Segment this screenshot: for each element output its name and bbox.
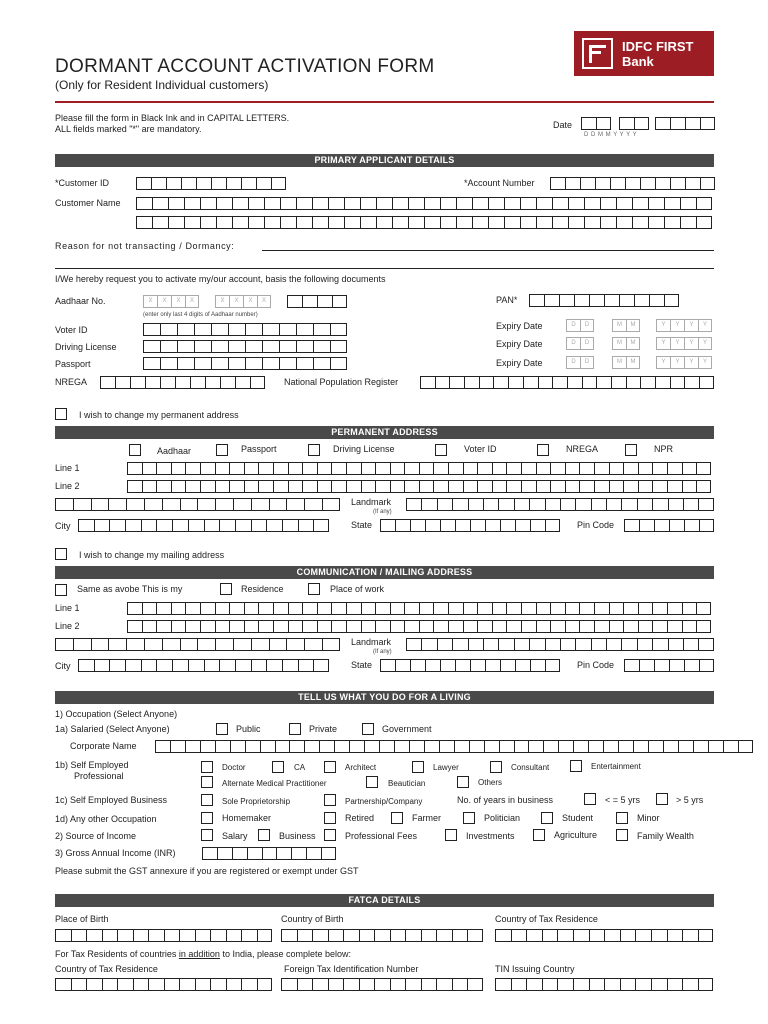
sole-proprietorship-label: Sole Proprietorship — [222, 797, 291, 806]
corporate-name-boxes[interactable] — [155, 740, 753, 753]
driving-license-boxes[interactable] — [143, 340, 347, 353]
npr-boxes[interactable] — [420, 376, 714, 389]
mail-state-label: State — [351, 660, 373, 670]
business-checkbox[interactable] — [258, 829, 270, 841]
perm-driving-license-checkbox[interactable] — [308, 444, 320, 456]
foreign-tin-label: Foreign Tax Identification Number — [284, 964, 419, 974]
minor-checkbox[interactable] — [616, 812, 628, 824]
student-checkbox[interactable] — [541, 812, 553, 824]
farmer-checkbox[interactable] — [391, 812, 403, 824]
agriculture-checkbox[interactable] — [533, 829, 545, 841]
mail-residence-label: Residence — [241, 584, 284, 594]
beautician-checkbox[interactable] — [366, 776, 378, 788]
tax-residents-note: For Tax Residents of countries in addition to India, please complete below: — [55, 949, 352, 959]
years-le-5-label: < = 5 yrs — [605, 795, 641, 805]
perm-nrega-checkbox[interactable] — [537, 444, 549, 456]
mail-line2-label: Line 2 — [55, 621, 80, 631]
architect-label: Architect — [345, 763, 377, 772]
perm-state-label: State — [351, 520, 373, 530]
perm-npr-checkbox[interactable] — [625, 444, 637, 456]
section-permanent-address: PERMANENT ADDRESS — [55, 426, 714, 439]
gst-note: Please submit the GST annexure if you are registered or exempt under GST — [55, 866, 359, 876]
place-of-birth-boxes[interactable] — [55, 929, 272, 942]
section-mailing-address: COMMUNICATION / MAILING ADDRESS — [55, 566, 714, 579]
salaried-government-label: Government — [382, 724, 432, 734]
perm-pin-label: Pin Code — [577, 520, 615, 530]
same-as-above-label: Same as avobe This is my — [77, 584, 183, 594]
voter-expiry-label: Expiry Date — [496, 321, 543, 331]
gross-income-label: 3) Gross Annual Income (INR) — [55, 848, 176, 858]
perm-aadhaar-label: Aadhaar — [157, 446, 192, 456]
pan-label: PAN* — [496, 295, 518, 305]
change-permanent-address-label: I wish to change my permanent address — [79, 410, 239, 420]
investments-label: Investments — [466, 831, 515, 841]
mail-city-boxes[interactable] — [78, 659, 329, 672]
consultant-checkbox[interactable] — [490, 761, 502, 773]
country-tax-residence-boxes[interactable] — [495, 929, 713, 942]
aadhaar-last-four-boxes[interactable] — [287, 295, 347, 308]
lawyer-checkbox[interactable] — [412, 761, 424, 773]
perm-line2-boxes[interactable] — [127, 480, 711, 493]
salaried-private-label: Private — [309, 724, 338, 734]
salaried-public-checkbox[interactable] — [216, 723, 228, 735]
beautician-label: Beautician — [388, 779, 426, 788]
minor-label: Minor — [637, 813, 660, 823]
country-tax-residence-label: Country of Tax Residence — [495, 914, 598, 924]
others-label: Others — [478, 778, 503, 787]
investments-checkbox[interactable] — [445, 829, 457, 841]
passport-expiry-year[interactable]: Y Y Y Y — [656, 356, 712, 369]
salaried-government-checkbox[interactable] — [362, 723, 374, 735]
perm-aadhaar-checkbox[interactable] — [129, 444, 141, 456]
date-label: Date — [553, 120, 573, 130]
lawyer-label: Lawyer — [433, 763, 459, 772]
partnership-label: Partnership/Company — [345, 797, 423, 806]
same-as-above-checkbox[interactable] — [55, 584, 67, 596]
ca-label: CA — [294, 763, 306, 772]
reason-label: Reason for not transacting / Dormancy: — [55, 241, 235, 251]
aadhaar-masked-2: X X X X — [215, 295, 271, 308]
header-divider — [55, 101, 714, 103]
section-occupation: TELL US WHAT YOU DO FOR A LIVING — [55, 691, 714, 704]
passport-expiry-month[interactable]: M M — [612, 356, 640, 369]
source-of-income-label: 2) Source of Income — [55, 831, 137, 841]
customer-id-label: *Customer ID — [55, 178, 110, 188]
perm-landmark-label: Landmark — [351, 497, 392, 507]
perm-npr-label: NPR — [654, 444, 674, 454]
date-month-boxes[interactable] — [619, 117, 649, 130]
dl-expiry-day[interactable]: D D — [566, 337, 594, 350]
dl-expiry-year[interactable]: Y Y Y Y — [656, 337, 712, 350]
mail-place-of-work-checkbox[interactable] — [308, 583, 320, 595]
homemaker-label: Homemaker — [222, 813, 272, 823]
mail-pin-boxes[interactable] — [624, 659, 714, 672]
business-label: Business — [279, 831, 316, 841]
idfc-logo-icon — [582, 38, 613, 69]
section-primary-applicant: PRIMARY APPLICANT DETAILS — [55, 154, 714, 167]
doctor-label: Doctor — [222, 763, 246, 772]
years-gt-5-label: > 5 yrs — [676, 795, 704, 805]
country-tax-residence-2-label: Country of Tax Residence — [55, 964, 158, 974]
entertainment-checkbox[interactable] — [570, 760, 582, 772]
perm-line3-boxes[interactable] — [55, 498, 340, 511]
dl-expiry-label: Expiry Date — [496, 339, 543, 349]
date-day-boxes[interactable] — [581, 117, 611, 130]
page-subtitle: (Only for Resident Individual customers) — [55, 78, 269, 92]
self-employed-business-label: 1c) Self Employed Business — [55, 795, 168, 805]
agriculture-label: Agriculture — [554, 830, 598, 840]
others-checkbox[interactable] — [457, 776, 469, 788]
country-of-birth-label: Country of Birth — [281, 914, 344, 924]
instruction-line-1: Please fill the form in Black Ink and in CAPITAL LETTERS. — [55, 113, 290, 123]
reason-line[interactable] — [262, 250, 714, 251]
perm-city-boxes[interactable] — [78, 519, 329, 532]
self-employed-prof-label-2: Professional — [74, 771, 124, 781]
account-number-boxes[interactable] — [550, 177, 715, 190]
perm-passport-label: Passport — [241, 444, 277, 454]
mail-landmark-boxes[interactable] — [406, 638, 714, 651]
customer-name-label: Customer Name — [55, 198, 121, 208]
mail-state-boxes[interactable] — [380, 659, 560, 672]
section-fatca: FATCA DETAILS — [55, 894, 714, 907]
aadhaar-label: Aadhaar No. — [55, 296, 106, 306]
passport-label: Passport — [55, 359, 91, 369]
partnership-checkbox[interactable] — [324, 794, 336, 806]
perm-driving-license-label: Driving License — [333, 444, 395, 454]
perm-landmark-hint: (If any) — [373, 509, 392, 515]
perm-city-label: City — [55, 521, 71, 531]
account-number-label: *Account Number — [464, 178, 535, 188]
mail-place-of-work-label: Place of work — [330, 584, 385, 594]
years-le-5-checkbox[interactable] — [584, 793, 596, 805]
aadhaar-masked-1: X X X X — [143, 295, 199, 308]
professional-fees-label: Professional Fees — [345, 831, 418, 841]
request-text: I/We hereby request you to activate my/our account, basis the following documents — [55, 274, 386, 284]
ca-checkbox[interactable] — [272, 761, 284, 773]
family-wealth-checkbox[interactable] — [616, 829, 628, 841]
perm-line1-label: Line 1 — [55, 463, 80, 473]
retired-checkbox[interactable] — [324, 812, 336, 824]
mail-residence-checkbox[interactable] — [220, 583, 232, 595]
divider — [55, 268, 714, 269]
years-in-business-label: No. of years in business — [457, 795, 554, 805]
family-wealth-label: Family Wealth — [637, 831, 694, 841]
place-of-birth-label: Place of Birth — [55, 914, 109, 924]
mail-landmark-hint: (If any) — [373, 649, 392, 655]
perm-line2-label: Line 2 — [55, 481, 80, 491]
foreign-tin-boxes[interactable] — [281, 978, 483, 991]
date-format-hint: D D M M Y Y Y Y — [584, 132, 638, 138]
salaried-private-checkbox[interactable] — [289, 723, 301, 735]
consultant-label: Consultant — [511, 763, 550, 772]
voter-expiry-year[interactable]: Y Y Y Y — [656, 319, 712, 332]
voter-id-label: Voter ID — [55, 325, 88, 335]
bank-name: IDFC FIRST Bank — [622, 39, 694, 69]
retired-label: Retired — [345, 813, 375, 823]
passport-boxes[interactable] — [143, 357, 347, 370]
politician-checkbox[interactable] — [463, 812, 475, 824]
tin-issuing-country-boxes[interactable] — [495, 978, 713, 991]
doctor-checkbox[interactable] — [201, 761, 213, 773]
change-mailing-address-label: I wish to change my mailing address — [79, 550, 225, 560]
years-gt-5-checkbox[interactable] — [656, 793, 668, 805]
pan-boxes[interactable] — [529, 294, 679, 307]
alt-medical-checkbox[interactable] — [201, 776, 213, 788]
student-label: Student — [562, 813, 594, 823]
mail-city-label: City — [55, 661, 71, 671]
mail-line2-boxes[interactable] — [127, 620, 711, 633]
country-of-birth-boxes[interactable] — [281, 929, 483, 942]
professional-fees-checkbox[interactable] — [324, 829, 336, 841]
sole-proprietorship-checkbox[interactable] — [201, 794, 213, 806]
alt-medical-label: Alternate Medical Practitioner — [222, 779, 327, 788]
change-permanent-address-checkbox[interactable] — [55, 408, 67, 420]
bank-logo — [574, 31, 714, 76]
aadhaar-hint: (enter only last 4 digits of Aadhaar number) — [143, 312, 258, 318]
change-mailing-address-checkbox[interactable] — [55, 548, 67, 560]
dl-expiry-month[interactable]: M M — [612, 337, 640, 350]
npr-label: National Population Register — [284, 377, 399, 387]
salary-checkbox[interactable] — [201, 829, 213, 841]
self-employed-prof-label-1: 1b) Self Employed — [55, 760, 129, 770]
page-title: DORMANT ACCOUNT ACTIVATION FORM — [55, 56, 435, 77]
gross-income-boxes[interactable] — [202, 847, 336, 860]
salaried-question: 1a) Salaried (Select Anyone) — [55, 724, 170, 734]
occupation-question: 1) Occupation (Select Anyone) — [55, 709, 178, 719]
passport-expiry-day[interactable]: D D — [566, 356, 594, 369]
mail-landmark-label: Landmark — [351, 637, 392, 647]
mail-line1-boxes[interactable] — [127, 602, 711, 615]
date-year-boxes[interactable] — [655, 117, 715, 130]
mail-pin-label: Pin Code — [577, 660, 615, 670]
perm-landmark-boxes[interactable] — [406, 498, 714, 511]
nrega-label: NREGA — [55, 377, 88, 387]
salary-label: Salary — [222, 831, 248, 841]
customer-id-boxes[interactable] — [136, 177, 286, 190]
voter-expiry-day[interactable]: D D — [566, 319, 594, 332]
instruction-line-2: ALL fields marked "*" are mandatory. — [55, 124, 202, 134]
customer-name-boxes-1[interactable] — [136, 197, 712, 210]
entertainment-label: Entertainment — [591, 762, 641, 771]
tin-issuing-country-label: TIN Issuing Country — [495, 964, 575, 974]
customer-name-boxes-2[interactable] — [136, 216, 712, 229]
nrega-boxes[interactable] — [100, 376, 265, 389]
politician-label: Politician — [484, 813, 521, 823]
driving-license-label: Driving License — [55, 342, 117, 352]
mail-line1-label: Line 1 — [55, 603, 80, 613]
other-occupation-label: 1d) Any other Occupation — [55, 814, 157, 824]
perm-nrega-label: NREGA — [566, 444, 599, 454]
perm-pin-boxes[interactable] — [624, 519, 714, 532]
voter-id-boxes[interactable] — [143, 323, 347, 336]
voter-expiry-month[interactable]: M M — [612, 319, 640, 332]
corporate-name-label: Corporate Name — [70, 741, 137, 751]
architect-checkbox[interactable] — [324, 761, 336, 773]
farmer-label: Farmer — [412, 813, 441, 823]
passport-expiry-label: Expiry Date — [496, 358, 543, 368]
perm-state-boxes[interactable] — [380, 519, 560, 532]
salaried-public-label: Public — [236, 724, 261, 734]
perm-line1-boxes[interactable] — [127, 462, 711, 475]
mail-line3-boxes[interactable] — [55, 638, 340, 651]
homemaker-checkbox[interactable] — [201, 812, 213, 824]
perm-voter-id-label: Voter ID — [464, 444, 497, 454]
perm-passport-checkbox[interactable] — [216, 444, 228, 456]
country-tax-residence-2-boxes[interactable] — [55, 978, 272, 991]
perm-voter-id-checkbox[interactable] — [435, 444, 447, 456]
